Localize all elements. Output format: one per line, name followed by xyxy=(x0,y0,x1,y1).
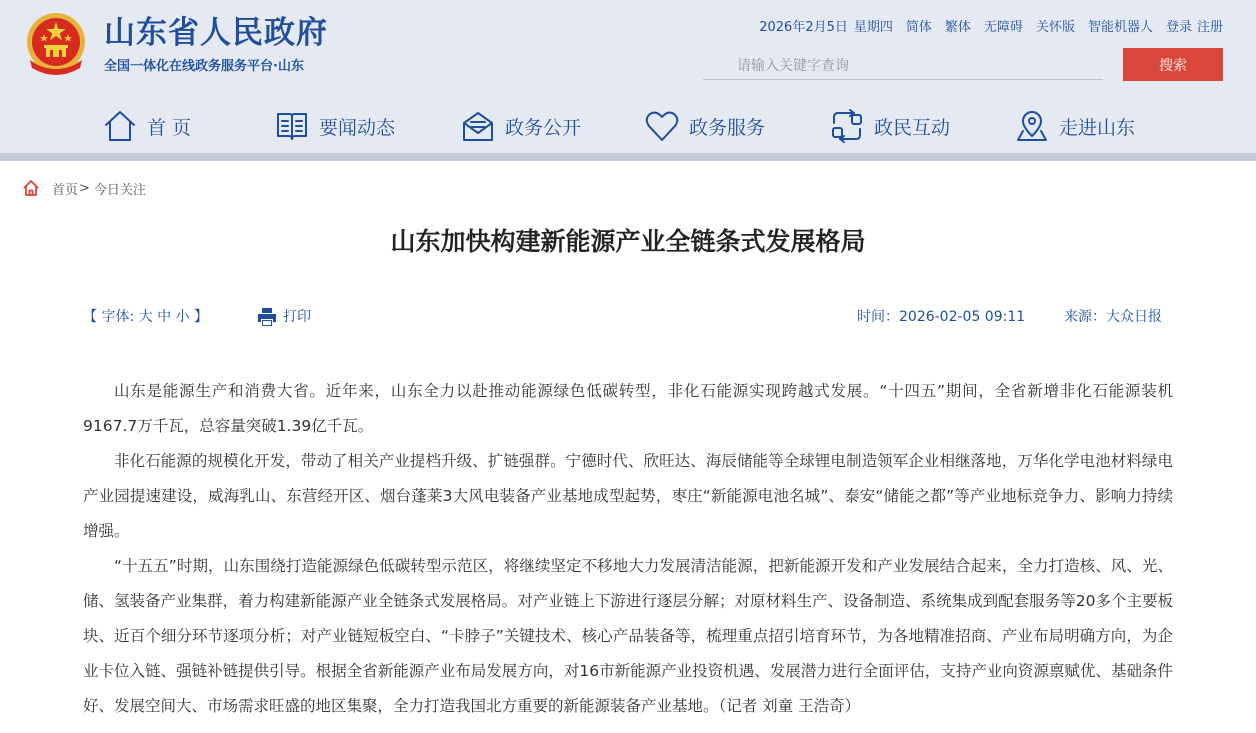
nav-news[interactable] xyxy=(275,103,395,149)
login-link[interactable]: 登录 xyxy=(1165,20,1192,35)
search-button[interactable]: 搜索 xyxy=(1123,48,1223,81)
home-icon xyxy=(103,109,137,143)
book-icon xyxy=(275,109,309,143)
article-paragraph: 山东是能源生产和消费大省。近年来，山东全力以赴推动能源绿色低碳转型，非化石能源实现跨越式发展。“十四五”期间，全省新增非化石能源装机9167.7万千瓦，总容量突破1.39亿千瓦。 xyxy=(83,382,1173,435)
traditional-chinese-link[interactable]: 繁体 xyxy=(944,20,971,35)
breadcrumb xyxy=(22,178,146,198)
top-links xyxy=(759,18,1223,38)
article-title: 山东加快构建新能源产业全链条式发展格局 xyxy=(390,227,866,256)
breadcrumb-current[interactable]: 今日关注 xyxy=(93,182,146,198)
site-header xyxy=(0,0,1256,153)
map-pin-icon xyxy=(1015,109,1049,143)
font-size-large-button[interactable]: 大 xyxy=(138,309,153,325)
font-size-medium-button[interactable]: 中 xyxy=(157,309,172,325)
nav-label: 首 页 xyxy=(147,116,192,139)
nav-label: 政务服务 xyxy=(689,116,766,139)
nav-label: 政务公开 xyxy=(505,116,582,139)
inbox-icon xyxy=(461,109,495,143)
current-weekday: 星期四 xyxy=(853,20,893,35)
print-button[interactable] xyxy=(257,306,311,328)
article-meta xyxy=(0,306,1256,328)
nav-government-services[interactable] xyxy=(645,103,765,149)
main-nav xyxy=(0,103,1256,149)
breadcrumb-separator: > xyxy=(79,180,90,196)
national-emblem-icon[interactable] xyxy=(24,12,88,78)
article-source: 来源：大众日报 xyxy=(1064,309,1162,325)
font-size-control xyxy=(83,306,208,328)
exchange-icon xyxy=(830,109,864,143)
font-size-prefix: 【 字体: xyxy=(83,309,139,325)
smart-robot-link[interactable]: 智能机器人 xyxy=(1087,20,1153,35)
current-date: 2026年2月5日 xyxy=(759,20,848,35)
article-paragraph: “十五五”时期，山东围绕打造能源绿色低碳转型示范区，将继续坚定不移地大力发展清洁能源，把新能源开发和产业发展结合起来，全力打造核、风、光、储、氢装备产业集群，着力构建新能源产业全链条式发展格局。对产业链上下游进行逐层分解；对原材料生产、设备制造、系统集成到配套服务等20多个主要板块、近百个细分环节逐项分析；对产业链短板空白、“卡脖子”关键技术、核心产品装备等，梳理重点招引培育环节，为各地精准招商、产业布局明确方向，为企业卡位入链、强链补链提供引导。根据全省新能源产业布局发展方向，对16市新能源产业投资机遇、发展潜力进行全面评估，支持产业向资源禀赋优、基础条件好、发展空间大、市场需求旺盛的地区集聚，全力打造我国北方重要的新能源装备产业基地。（记者 刘童 王浩奇） xyxy=(83,557,1173,715)
article-paragraph: 非化石能源的规模化开发，带动了相关产业提档升级、扩链强群。宁德时代、欣旺达、海辰储能等全球锂电制造领军企业相继落地，万华化学电池材料绿电产业园提速建设，威海乳山、东营经开区、烟台蓬莱3大风电装备产业基地成型起势，枣庄“新能源电池名城”、泰安“储能之都”等产业地标竞争力、影响力持续增强。 xyxy=(83,452,1173,540)
site-title[interactable]: 山东省人民政府 xyxy=(104,15,328,51)
font-size-suffix: 】 xyxy=(189,309,208,325)
nav-public-interaction[interactable] xyxy=(830,103,950,149)
simplified-chinese-link[interactable]: 简体 xyxy=(905,20,932,35)
publish-time: 时间：2026-02-05 09:11 xyxy=(857,309,1026,325)
nav-government-affairs[interactable] xyxy=(461,103,581,149)
search-input[interactable] xyxy=(703,52,1103,80)
print-label: 打印 xyxy=(283,309,311,325)
care-mode-link[interactable]: 关怀版 xyxy=(1035,20,1075,35)
nav-label: 要闻动态 xyxy=(319,116,396,139)
site-subtitle[interactable]: 全国一体化在线政务服务平台·山东 xyxy=(104,59,304,74)
home-icon[interactable] xyxy=(22,179,40,197)
breadcrumb-home[interactable]: 首页 xyxy=(52,182,79,198)
accessibility-link[interactable]: 无障碍 xyxy=(983,20,1023,35)
nav-label: 政民互动 xyxy=(874,116,951,139)
font-size-small-button[interactable]: 小 xyxy=(175,309,190,325)
nav-label: 走进山东 xyxy=(1059,116,1136,139)
register-link[interactable]: 注册 xyxy=(1196,20,1223,35)
printer-icon xyxy=(257,307,277,327)
article-body xyxy=(83,374,1173,724)
nav-home[interactable] xyxy=(103,103,191,149)
nav-about-shandong[interactable] xyxy=(1015,103,1135,149)
header-divider xyxy=(0,153,1256,161)
heart-icon xyxy=(645,109,679,143)
